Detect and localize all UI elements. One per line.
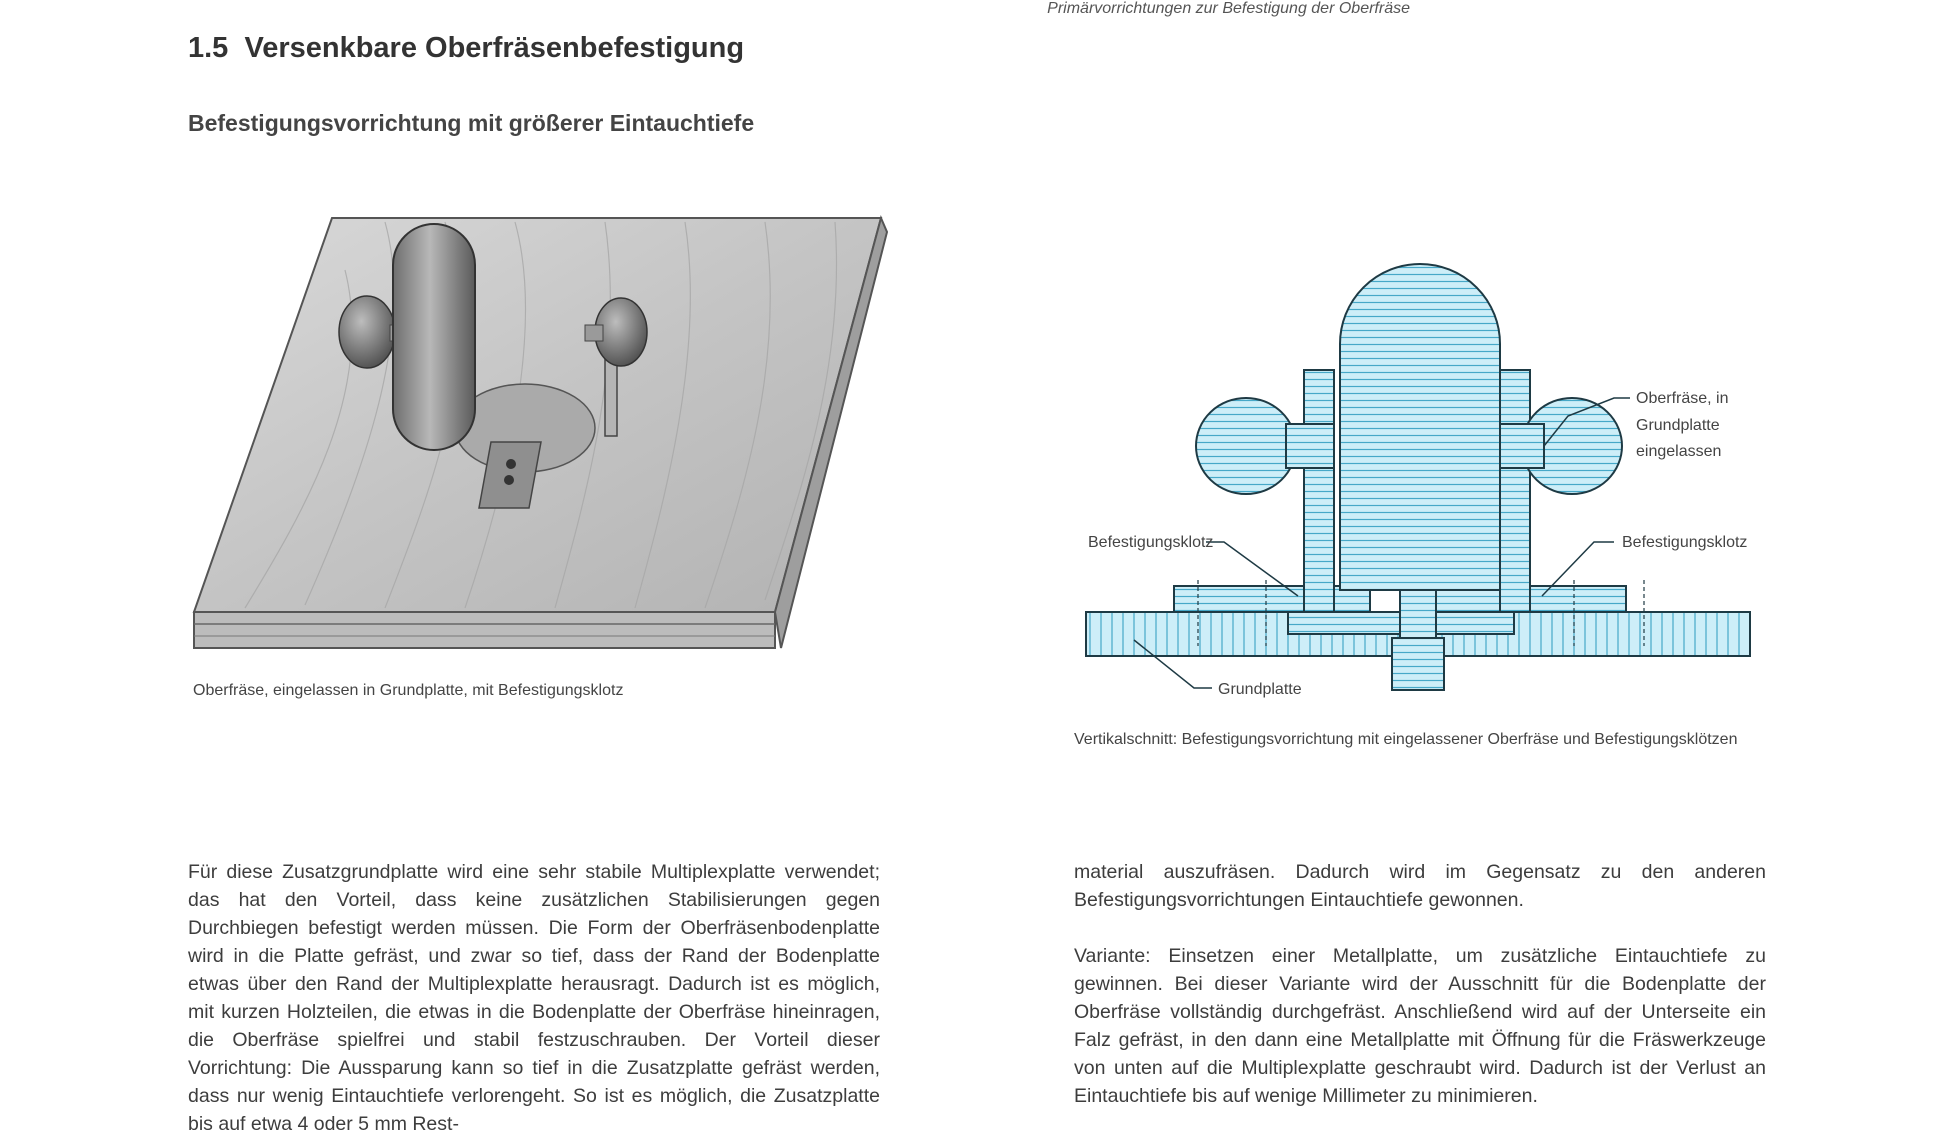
label-router-line2: Grundplatte bbox=[1636, 417, 1720, 434]
right-figure-caption: Vertikalschnitt: Befestigungsvorrichtung mit eingelassener Oberfräse und Befestigungsklötzen bbox=[1074, 731, 1738, 748]
left-figure-caption: Oberfräse, eingelassen in Grundplatte, mit Befestigungsklotz bbox=[193, 682, 624, 699]
section-number: 1.5 bbox=[188, 32, 229, 64]
router-knob-left bbox=[1196, 398, 1296, 494]
running-header: Primärvorrichtungen zur Befestigung der Oberfräse bbox=[1047, 0, 1410, 17]
router-knob-left bbox=[339, 296, 395, 368]
collet bbox=[1400, 590, 1436, 638]
body-paragraph: material auszufräsen. Dadurch wird im Gegensatz zu den anderen Befestigungsvorrichtungen Eintauchtiefe gewonnen. bbox=[1074, 861, 1766, 911]
body-paragraph: Für diese Zusatzgrundplatte wird eine sehr stabile Multiplexplatte verwendet; das hat den Vorteil, dass keine zusätzlichen Stabilisierungen gegen Durchbiegen befestigt werden müssen. Die Form der Oberfräsenbodenplatte wird in die Platte gefräst, und zwar so tief, dass der Rand der Bodenplatte etwas über den Rand der Multiplexplatte herausragt. Dadurch ist es möglich, mit kurzen Holzteilen, die etwas in die Bodenplatte der Oberfräse hineinragen, die Oberfräse spielfrei und stabil festzuschrauben. Der Vorteil dieser Vorrichtung: Die Aussparung kann so tief in die Zusatzplatte gefräst werden, dass nur wenig Eintauchtiefe verlorengeht. So ist es möglich, die Zusatzplatte bis auf etwa 4 oder 5 mm Rest- bbox=[188, 861, 880, 1135]
plate-front-edge bbox=[194, 612, 775, 648]
router-plate-illustration bbox=[185, 210, 885, 660]
rod-left bbox=[1304, 370, 1334, 612]
body-column-left bbox=[188, 858, 880, 1138]
rod-right bbox=[1500, 370, 1530, 612]
label-router-line1: Oberfräse, in bbox=[1636, 390, 1729, 407]
subsection-title: Befestigungsvorrichtung mit größerer Eintauchtiefe bbox=[188, 110, 755, 136]
section-title bbox=[188, 32, 744, 65]
label-clamp-right: Befestigungsklotz bbox=[1622, 534, 1748, 551]
label-router-line3: eingelassen bbox=[1636, 443, 1722, 460]
router-body bbox=[1340, 264, 1500, 590]
body-paragraph-variante: Variante: Einsetzen einer Metallplatte, um zusätzliche Eintauchtiefe zu gewinnen. Bei dieser Variante wird der Ausschnitt für die Bodenplatte der Oberfräse vollständig durchgefräst. Anschließend wird auf der Unterseite ein Falz gefräst, in den dann eine Metallplatte mit Öffnung für die Fräswerkzeuge von unten auf die Multiplexplatte geschraubt wird. Dadurch ist der Verlust an Eintauchtiefe bis auf wenige Millimeter zu minimieren. bbox=[1074, 945, 1766, 1107]
section-title-text: Versenkbare Oberfräsenbefestigung bbox=[244, 32, 745, 64]
label-base: Grundplatte bbox=[1218, 681, 1302, 698]
router-body bbox=[393, 224, 475, 450]
router-bit bbox=[1392, 638, 1444, 690]
vertical-section-diagram bbox=[1074, 250, 1774, 710]
body-column-right bbox=[1074, 858, 1766, 1110]
label-clamp-left: Befestigungsklotz bbox=[1088, 534, 1214, 551]
